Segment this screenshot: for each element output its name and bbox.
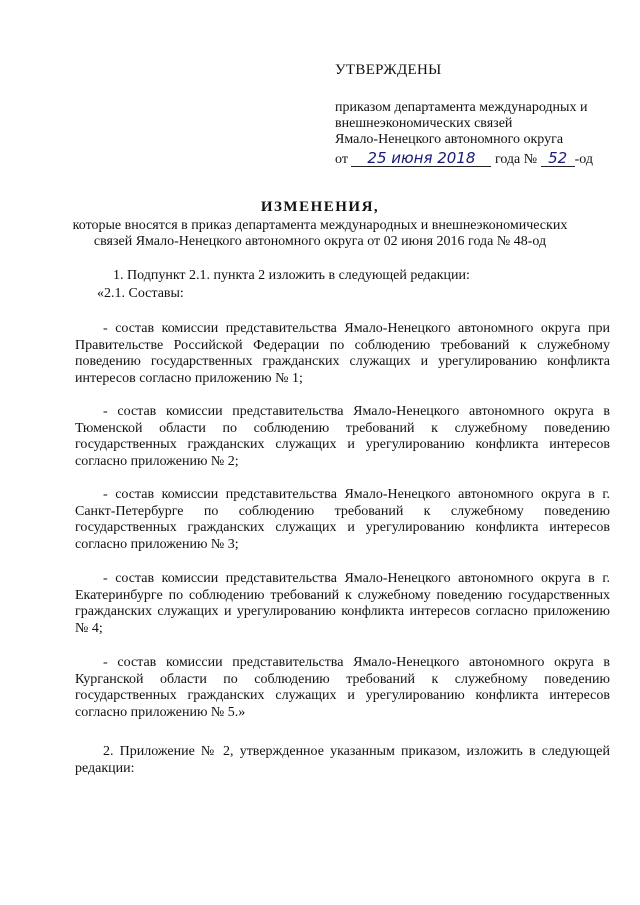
- item-1-heading: 1. Подпункт 2.1. пункта 2 изложить в следующей редакции:: [113, 268, 470, 283]
- approval-date-line: [335, 150, 593, 168]
- subtitle-line-1: которые вносятся в приказ департамента международных и внешнеэкономических: [72, 218, 568, 233]
- handwritten-number: 52: [541, 150, 575, 167]
- paragraph-commission-4: - состав комиссии представительства Ямало-Ненецкого автономного округа в г. Екатеринбурге по соблюдению требований к служебному поведению государственных гражданских служащих и урегулированию конфликта интересов согласно приложению № 4;: [75, 571, 610, 636]
- document-title: ИЗМЕНЕНИЯ,: [260, 199, 380, 215]
- paragraph-commission-3: - состав комиссии представительства Ямало-Ненецкого автономного округа в г. Санкт-Петербурге по соблюдению требований к служебному поведению государственных гражданских служащих и урегулированию конфликта интересов согласно приложению № 3;: [75, 487, 610, 552]
- number-suffix: -од: [574, 152, 594, 167]
- item-2-paragraph: 2. Приложение № 2, утвержденное указанным приказом, изложить в следующей редакции:: [75, 744, 610, 776]
- approval-line-2: внешнеэкономических связей: [335, 116, 513, 131]
- approval-line-1: приказом департамента международных и: [335, 100, 588, 115]
- approval-line-3: Ямало-Ненецкого автономного округа: [335, 132, 564, 147]
- paragraph-commission-5: - состав комиссии представительства Ямало-Ненецкого автономного округа в Курганской области по соблюдению требований к служебному поведению государственных гражданских служащих и урегулированию конфликта интересов согласно приложению № 5.»: [75, 655, 610, 720]
- paragraph-commission-2: - состав комиссии представительства Ямало-Ненецкого автономного округа в Тюменской области по соблюдению требований к служебному поведению государственных гражданских служащих и урегулированию конфликта интересов согласно приложению № 2;: [75, 404, 610, 469]
- subtitle-line-2: связей Ямало-Ненецкого автономного округа от 02 июня 2016 года № 48-од: [93, 234, 547, 249]
- paragraph-commission-1: - состав комиссии представительства Ямало-Ненецкого автономного округа при Правительстве Российской Федерации по соблюдению требований к служебному поведению государственных гражданских служащих и урегулированию конфликта интересов согласно приложению № 1;: [75, 321, 610, 386]
- approved-heading: УТВЕРЖДЕНЫ: [335, 62, 442, 78]
- date-prefix: от: [335, 152, 348, 167]
- year-label: года №: [494, 152, 538, 167]
- handwritten-date: 25 июня 2018: [351, 150, 491, 167]
- item-1-subheading: «2.1. Составы:: [97, 286, 184, 301]
